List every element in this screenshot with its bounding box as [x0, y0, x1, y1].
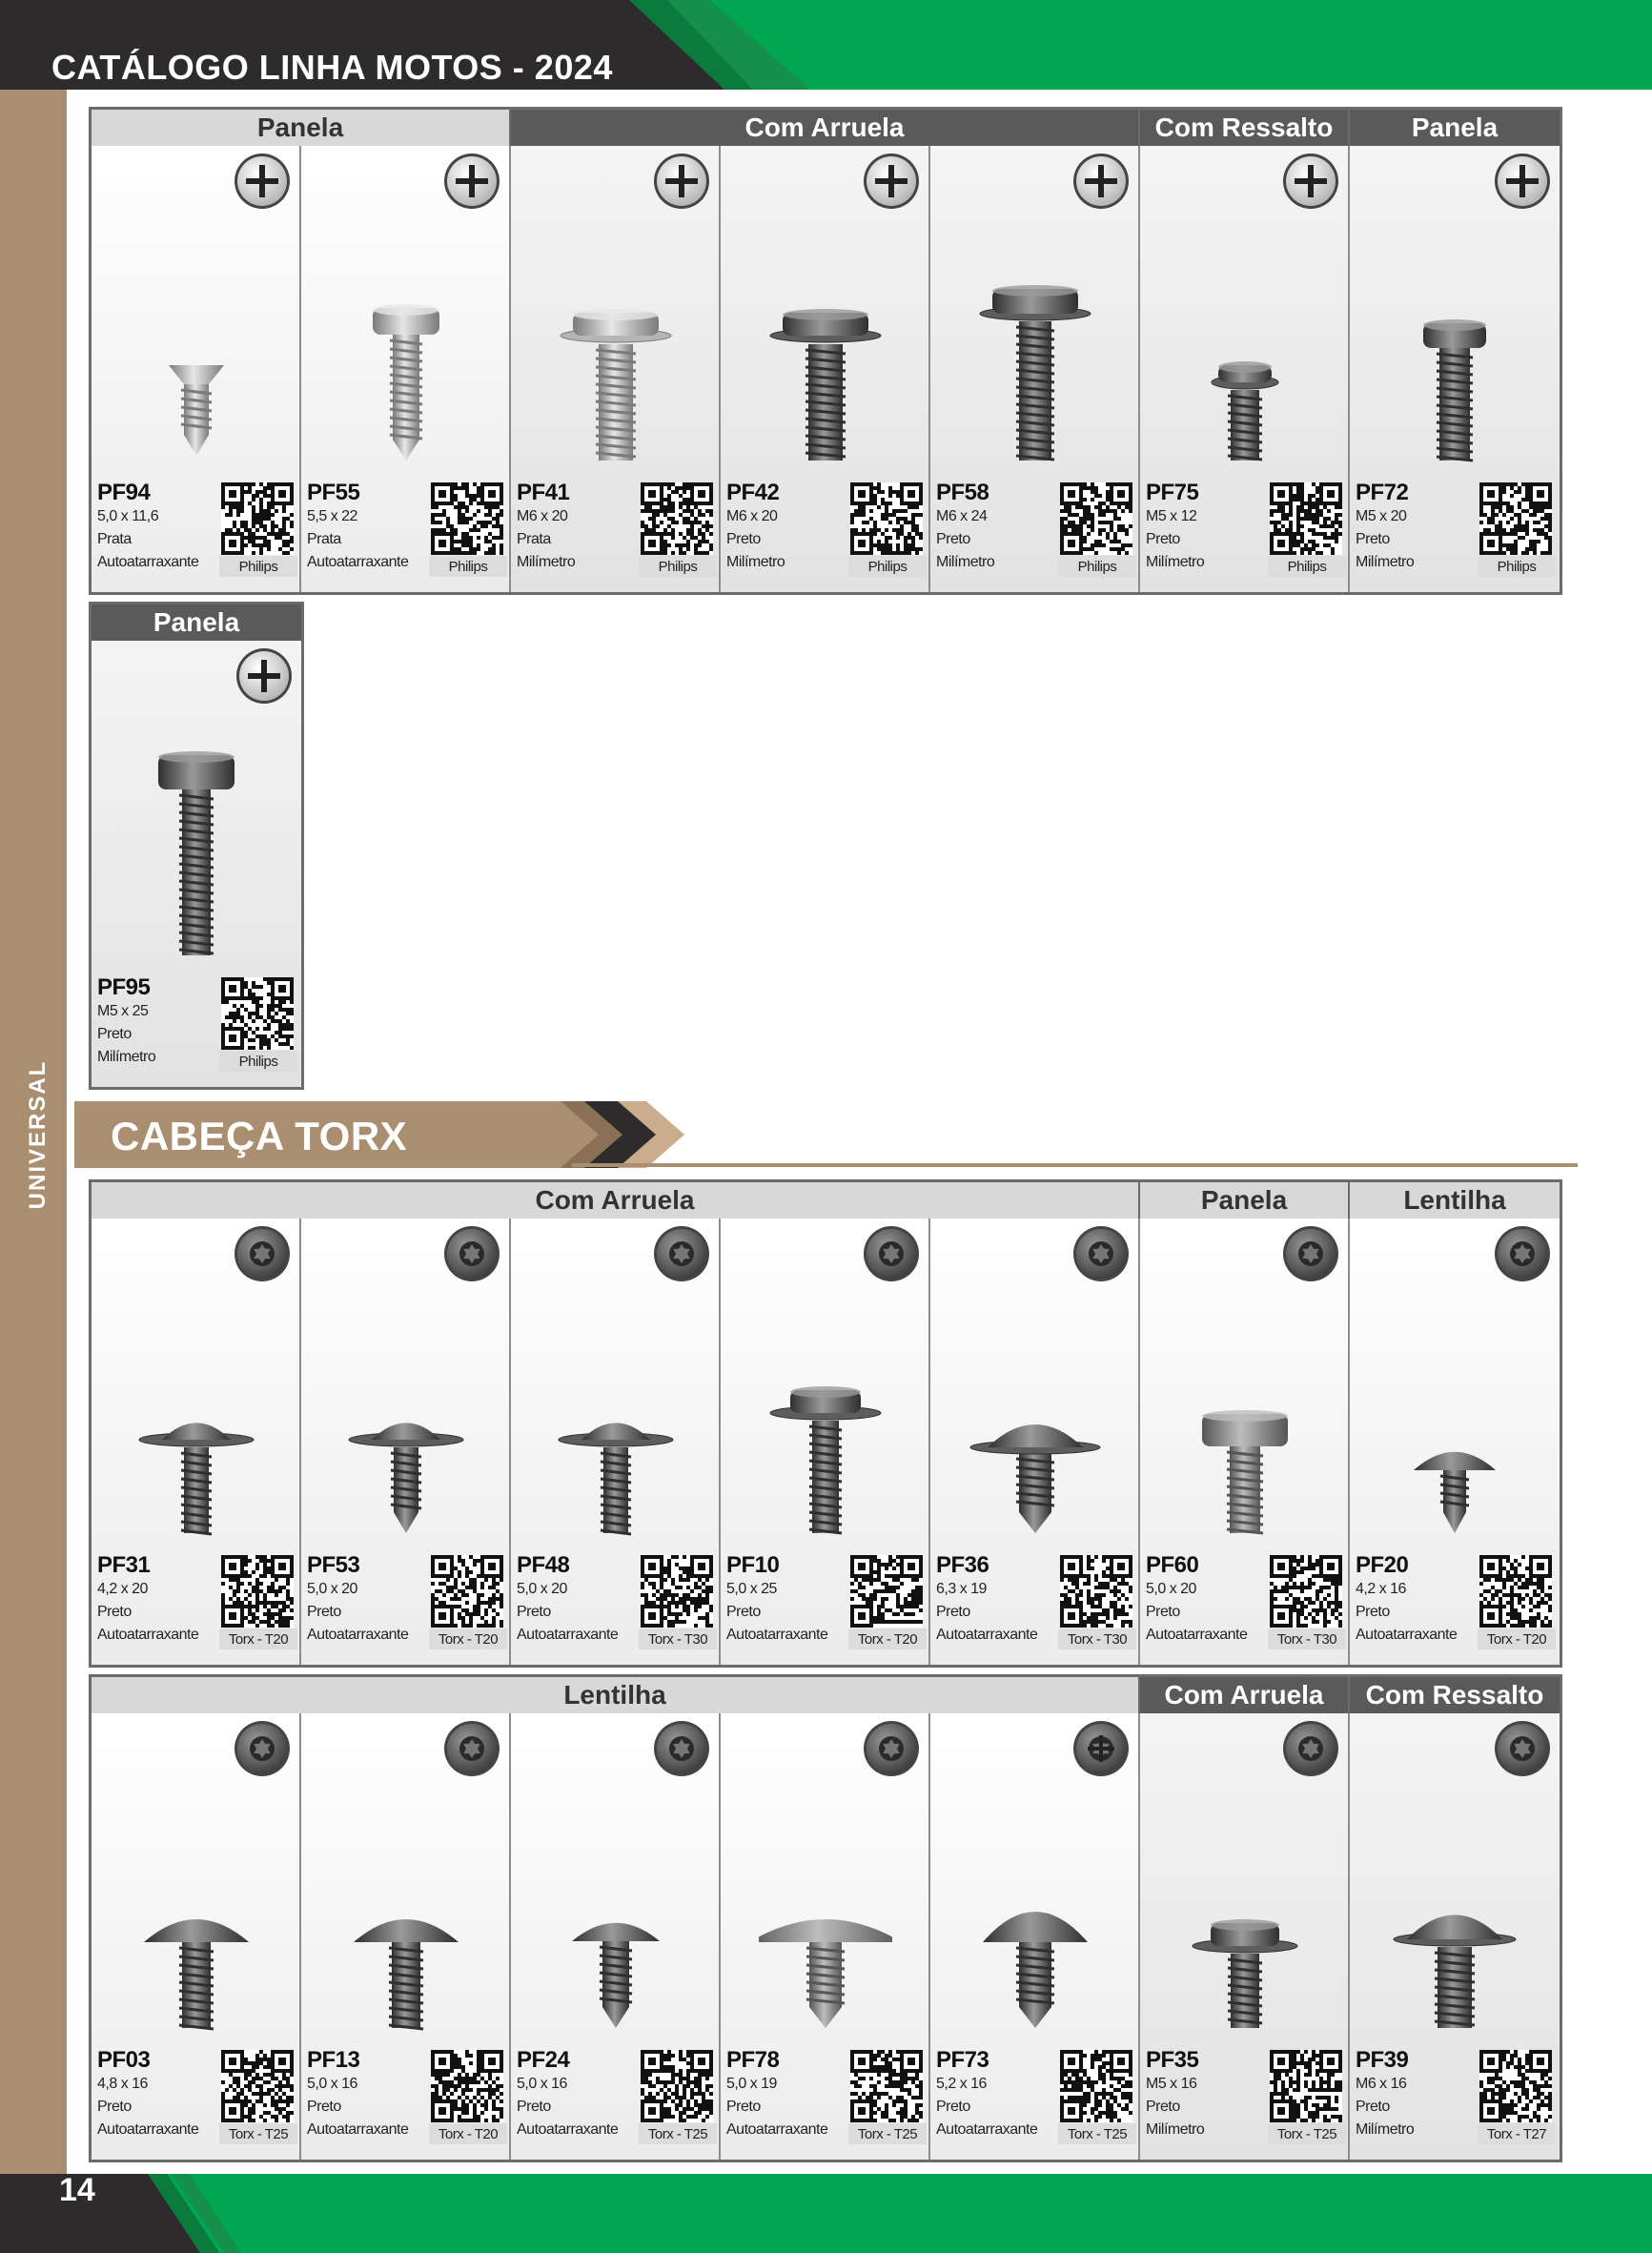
product-card[interactable] [511, 1713, 721, 2160]
category-header: Com Arruela [92, 1182, 1140, 1219]
torx-icon [1281, 1224, 1340, 1283]
torx-phillips-icon [1071, 1719, 1131, 1778]
torx-icon [442, 1719, 501, 1778]
product-card[interactable] [721, 146, 930, 592]
product-size: M6 x 20 [517, 508, 568, 524]
phillips-icon [1071, 152, 1131, 211]
category-header: Com Ressalto [1140, 110, 1350, 146]
footer-decoration [0, 2174, 1652, 2253]
product-size: 5,2 x 16 [936, 2076, 987, 2092]
product-finish: Preto [1356, 1604, 1390, 1620]
qr-code[interactable] [1479, 1555, 1552, 1628]
drive-type-tag: Torx - T20 [429, 2123, 507, 2144]
product-thread: Milímetro [936, 554, 995, 570]
product-thread: Milímetro [1356, 2121, 1415, 2138]
screw-image [759, 222, 892, 480]
product-card[interactable] [301, 146, 511, 592]
product-code: PF35 [1146, 2047, 1199, 2073]
product-code: PF58 [936, 480, 989, 505]
product-card[interactable] [721, 1713, 930, 2160]
page-number: 14 [59, 2172, 95, 2208]
drive-type-tag: Philips [219, 1051, 297, 1072]
product-code: PF10 [726, 1552, 780, 1578]
product-code: PF75 [1146, 480, 1199, 505]
torx-icon [233, 1719, 292, 1778]
product-finish: Preto [97, 2099, 132, 2115]
product-code: PF31 [97, 1552, 151, 1578]
product-finish: Preto [726, 531, 761, 547]
product-thread: Autoatarraxante [97, 554, 199, 570]
product-thread: Autoatarraxante [726, 1627, 828, 1643]
product-finish: Preto [517, 1604, 551, 1620]
product-size: 5,0 x 20 [307, 1581, 357, 1597]
product-finish: Preto [97, 1026, 132, 1042]
product-finish: Preto [1356, 531, 1390, 547]
screw-image [1178, 1295, 1312, 1552]
qr-code[interactable] [1270, 2050, 1342, 2122]
qr-code[interactable] [221, 482, 294, 555]
qr-code[interactable] [1060, 1555, 1132, 1628]
product-cells [92, 1713, 1560, 2160]
product-card[interactable] [930, 1219, 1140, 1665]
product-size: M6 x 24 [936, 508, 988, 524]
product-finish: Preto [726, 2099, 761, 2115]
qr-code[interactable] [850, 1555, 923, 1628]
drive-type-tag: Philips [848, 556, 927, 577]
product-cells [92, 1219, 1560, 1665]
product-code: PF72 [1356, 480, 1409, 505]
product-thread: Autoatarraxante [936, 2121, 1038, 2138]
product-card[interactable] [92, 1219, 301, 1665]
product-finish: Preto [936, 2099, 970, 2115]
drive-type-tag: Torx - T30 [1268, 1628, 1346, 1649]
drive-type-tag: Torx - T25 [219, 2123, 297, 2144]
drive-type-tag: Torx - T30 [639, 1628, 717, 1649]
product-card[interactable] [92, 1713, 301, 2160]
product-code: PF36 [936, 1552, 989, 1578]
drive-type-tag: Torx - T20 [429, 1628, 507, 1649]
qr-code[interactable] [850, 2050, 923, 2122]
torx-icon [442, 1224, 501, 1283]
category-header: Panela [1350, 110, 1560, 146]
product-group [89, 602, 304, 1090]
qr-code[interactable] [431, 482, 503, 555]
product-size: 6,3 x 19 [936, 1581, 987, 1597]
product-code: PF42 [726, 480, 780, 505]
product-cells [92, 641, 301, 1087]
screw-image [1178, 1790, 1312, 2047]
drive-type-tag: Torx - T25 [639, 2123, 717, 2144]
product-finish: Prata [307, 531, 341, 547]
drive-type-tag: Torx - T20 [219, 1628, 297, 1649]
group-headers [92, 604, 301, 641]
product-finish: Preto [936, 1604, 970, 1620]
product-size: M5 x 12 [1146, 508, 1197, 524]
phillips-icon [235, 646, 294, 706]
product-card[interactable] [92, 146, 301, 592]
product-finish: Preto [1356, 2099, 1390, 2115]
product-size: 5,0 x 20 [517, 1581, 567, 1597]
screw-image [969, 1295, 1102, 1552]
screw-image [969, 222, 1102, 480]
product-card[interactable] [511, 1219, 721, 1665]
qr-code[interactable] [850, 482, 923, 555]
screw-image [759, 1790, 892, 2047]
qr-code[interactable] [221, 1555, 294, 1628]
product-finish: Prata [97, 531, 132, 547]
product-group [89, 1674, 1562, 2162]
product-thread: Autoatarraxante [1356, 1627, 1458, 1643]
screw-image [339, 1295, 473, 1552]
category-header: Com Arruela [511, 110, 1140, 146]
product-card[interactable] [1350, 1219, 1560, 1665]
qr-code[interactable] [1060, 482, 1132, 555]
screw-image [339, 222, 473, 480]
screw-image [130, 1295, 263, 1552]
product-size: 4,2 x 16 [1356, 1581, 1406, 1597]
product-size: 5,5 x 22 [307, 508, 357, 524]
product-code: PF60 [1146, 1552, 1199, 1578]
product-cells [92, 146, 1560, 592]
group-headers [92, 110, 1560, 146]
product-finish: Preto [936, 531, 970, 547]
product-code: PF39 [1356, 2047, 1409, 2073]
group-headers [92, 1182, 1560, 1219]
product-size: 5,0 x 25 [726, 1581, 777, 1597]
product-finish: Prata [517, 531, 551, 547]
screw-image [130, 717, 263, 974]
product-finish: Preto [97, 1604, 132, 1620]
product-finish: Preto [726, 1604, 761, 1620]
drive-type-tag: Torx - T20 [1478, 1628, 1556, 1649]
screw-image [549, 1295, 683, 1552]
qr-code[interactable] [1479, 2050, 1552, 2122]
product-size: 5,0 x 16 [307, 2076, 357, 2092]
product-size: 4,8 x 16 [97, 2076, 148, 2092]
product-code: PF73 [936, 2047, 989, 2073]
drive-type-tag: Philips [639, 556, 717, 577]
screw-image [339, 1790, 473, 2047]
product-code: PF24 [517, 2047, 570, 2073]
screw-image [1388, 1295, 1521, 1552]
drive-type-tag: Philips [219, 556, 297, 577]
torx-icon [862, 1224, 921, 1283]
product-thread: Autoatarraxante [1146, 1627, 1248, 1643]
torx-icon [862, 1719, 921, 1778]
screw-image [130, 1790, 263, 2047]
qr-code[interactable] [1270, 1555, 1342, 1628]
category-header: Com Arruela [1140, 1677, 1350, 1713]
screw-image [1178, 222, 1312, 480]
product-card[interactable] [511, 146, 721, 592]
product-thread: Autoatarraxante [517, 2121, 619, 2138]
drive-type-tag: Torx - T30 [1058, 1628, 1136, 1649]
phillips-icon [1493, 152, 1552, 211]
product-code: PF55 [307, 480, 360, 505]
torx-icon [1493, 1719, 1552, 1778]
product-card[interactable] [1350, 146, 1560, 592]
product-code: PF03 [97, 2047, 151, 2073]
phillips-icon [233, 152, 292, 211]
category-header: Panela [92, 110, 511, 146]
product-code: PF94 [97, 480, 151, 505]
product-group [89, 1179, 1562, 1668]
product-size: M6 x 20 [726, 508, 778, 524]
product-code: PF48 [517, 1552, 570, 1578]
product-thread: Milímetro [97, 1049, 156, 1065]
drive-type-tag: Torx - T27 [1478, 2123, 1556, 2144]
torx-icon [652, 1224, 711, 1283]
product-thread: Autoatarraxante [97, 1627, 199, 1643]
screw-image [1388, 222, 1521, 480]
catalog-title: CATÁLOGO LINHA MOTOS - 2024 [51, 48, 613, 87]
category-header: Panela [1140, 1182, 1350, 1219]
screw-image [130, 222, 263, 480]
screw-image [549, 222, 683, 480]
product-size: 5,0 x 19 [726, 2076, 777, 2092]
qr-code[interactable] [641, 482, 713, 555]
product-thread: Milímetro [1356, 554, 1415, 570]
product-card[interactable] [92, 641, 301, 1087]
qr-code[interactable] [1479, 482, 1552, 555]
product-card[interactable] [301, 1713, 511, 2160]
torx-icon [652, 1719, 711, 1778]
product-thread: Milímetro [517, 554, 576, 570]
torx-icon [1493, 1224, 1552, 1283]
product-size: 4,2 x 20 [97, 1581, 148, 1597]
product-finish: Preto [1146, 1604, 1180, 1620]
qr-code[interactable] [641, 2050, 713, 2122]
qr-code[interactable] [1060, 2050, 1132, 2122]
product-finish: Preto [307, 1604, 341, 1620]
category-header: Com Ressalto [1350, 1677, 1560, 1713]
product-thread: Autoatarraxante [517, 1627, 619, 1643]
product-card[interactable] [721, 1219, 930, 1665]
category-label: UNIVERSAL [25, 1059, 51, 1210]
product-card[interactable] [1140, 1219, 1350, 1665]
category-header: Lentilha [1350, 1182, 1560, 1219]
product-code: PF13 [307, 2047, 360, 2073]
product-code: PF78 [726, 2047, 780, 2073]
product-size: M6 x 16 [1356, 2076, 1407, 2092]
product-thread: Milímetro [1146, 554, 1205, 570]
phillips-icon [1281, 152, 1340, 211]
product-finish: Preto [1146, 531, 1180, 547]
product-thread: Milímetro [1146, 2121, 1205, 2138]
product-group [89, 107, 1562, 595]
product-finish: Preto [307, 2099, 341, 2115]
drive-type-tag: Philips [1058, 556, 1136, 577]
product-thread: Autoatarraxante [307, 2121, 409, 2138]
torx-icon [233, 1224, 292, 1283]
product-finish: Preto [517, 2099, 551, 2115]
product-thread: Autoatarraxante [97, 2121, 199, 2138]
product-code: PF53 [307, 1552, 360, 1578]
product-thread: Autoatarraxante [307, 554, 409, 570]
product-card[interactable] [930, 146, 1140, 592]
torx-icon [1281, 1719, 1340, 1778]
drive-type-tag: Torx - T25 [848, 2123, 927, 2144]
qr-code[interactable] [641, 1555, 713, 1628]
section-title-torx: CABEÇA TORX [111, 1114, 408, 1158]
product-size: M5 x 16 [1146, 2076, 1197, 2092]
drive-type-tag: Torx - T20 [848, 1628, 927, 1649]
product-card[interactable] [1350, 1713, 1560, 2160]
product-card[interactable] [930, 1713, 1140, 2160]
phillips-icon [442, 152, 501, 211]
product-size: 5,0 x 16 [517, 2076, 567, 2092]
phillips-icon [652, 152, 711, 211]
drive-type-tag: Philips [1268, 556, 1346, 577]
qr-code[interactable] [431, 1555, 503, 1628]
product-size: M5 x 20 [1356, 508, 1407, 524]
product-card[interactable] [301, 1219, 511, 1665]
category-header: Lentilha [92, 1677, 1140, 1713]
drive-type-tag: Torx - T25 [1268, 2123, 1346, 2144]
screw-image [549, 1790, 683, 2047]
torx-icon [1071, 1224, 1131, 1283]
product-size: 5,0 x 20 [1146, 1581, 1196, 1597]
product-card[interactable] [1140, 146, 1350, 592]
drive-type-tag: Torx - T25 [1058, 2123, 1136, 2144]
product-size: M5 x 25 [97, 1003, 149, 1019]
screw-image [1388, 1790, 1521, 2047]
product-thread: Autoatarraxante [726, 2121, 828, 2138]
product-code: PF95 [97, 974, 151, 1000]
screw-image [969, 1790, 1102, 2047]
screw-image [759, 1295, 892, 1552]
qr-code[interactable] [221, 2050, 294, 2122]
product-thread: Milímetro [726, 554, 785, 570]
drive-type-tag: Philips [429, 556, 507, 577]
qr-code[interactable] [1270, 482, 1342, 555]
qr-code[interactable] [431, 2050, 503, 2122]
product-size: 5,0 x 11,6 [97, 508, 159, 524]
section-divider [572, 1163, 1578, 1167]
qr-code[interactable] [221, 977, 294, 1050]
phillips-icon [862, 152, 921, 211]
product-finish: Preto [1146, 2099, 1180, 2115]
product-code: PF41 [517, 480, 570, 505]
product-thread: Autoatarraxante [936, 1627, 1038, 1643]
product-card[interactable] [1140, 1713, 1350, 2160]
drive-type-tag: Philips [1478, 556, 1556, 577]
product-code: PF20 [1356, 1552, 1409, 1578]
category-header: Panela [92, 604, 301, 641]
group-headers [92, 1677, 1560, 1713]
product-thread: Autoatarraxante [307, 1627, 409, 1643]
